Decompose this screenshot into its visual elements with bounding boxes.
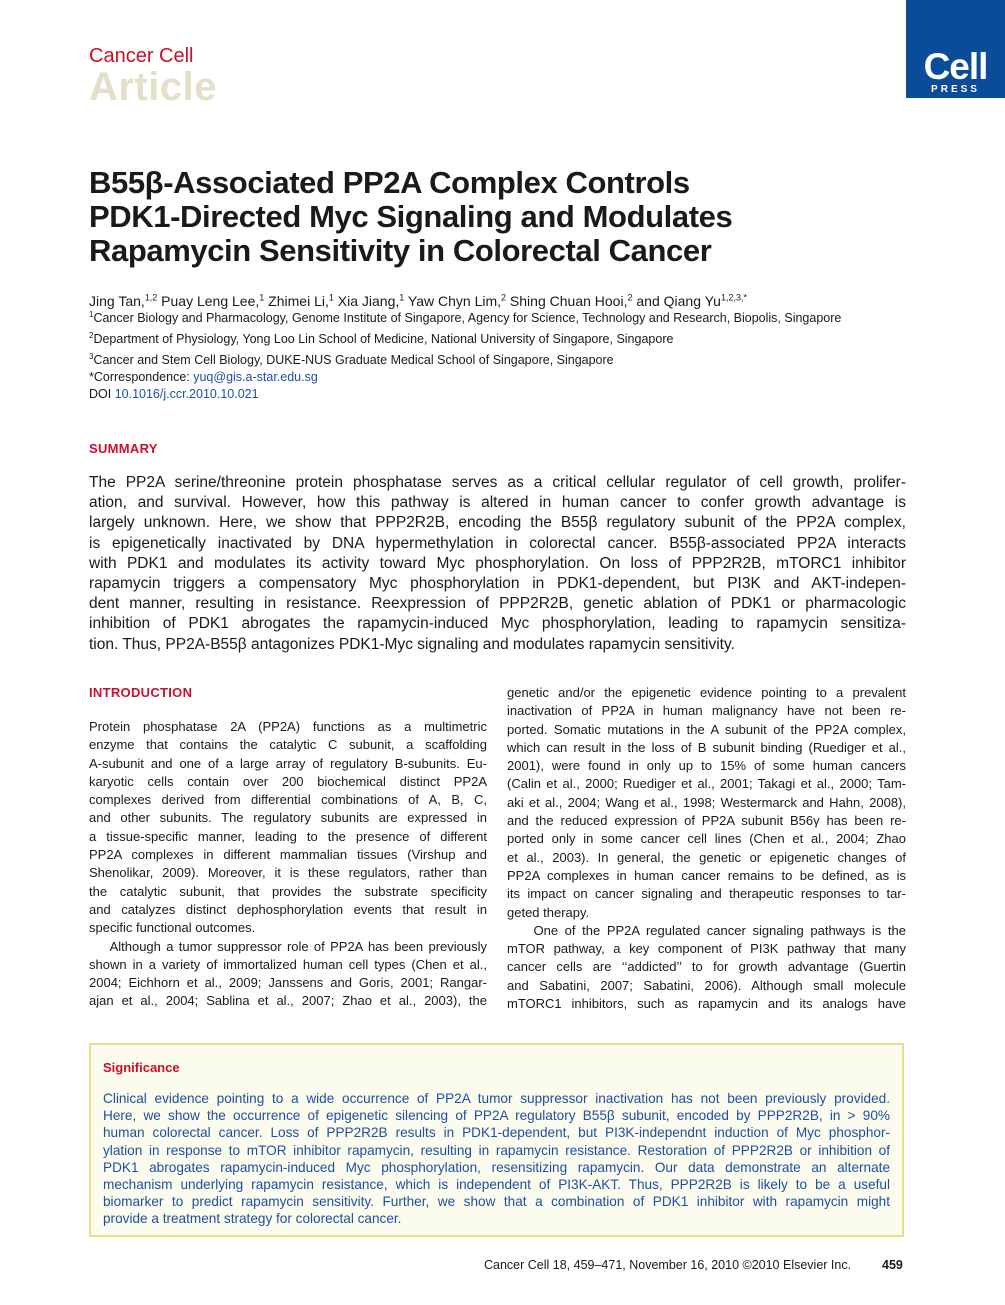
body-line: its impact on cancer signaling and therapeutic responses to tar- (507, 886, 906, 902)
body-line: PP2A complexes in different mammalian tissues (Virshup and (89, 847, 487, 863)
body-line: and Sabatini, 2007; Sabatini, 2006). Although small molecule (507, 977, 906, 993)
summary-line: ation, and survival. However, how this pathway is altered in human cancer to confer growth advantage is (89, 494, 906, 512)
page-number: 459 (882, 1258, 903, 1272)
title-line: Rapamycin Sensitivity in Colorectal Cancer (89, 233, 712, 268)
author: Yaw Chyn Lim,$^2$ (404, 292, 507, 309)
body-line: cancer cells are ‘‘addicted’’ to for growth advantage (Guertin (507, 959, 906, 975)
body-line: geted therapy. (507, 904, 590, 920)
summary-text (89, 473, 906, 655)
body-line: complexes derived from differential combinations of A, B, C, (89, 792, 487, 808)
significance-line: Here, we show the occurrence of epigenetic silencing of PP2A regulatory B55β subunit, encoded by PPP2R2B, in > 90% (103, 1108, 890, 1124)
summary-line: dent manner, resulting in resistance. Reexpression of PPP2R2B, genetic ablation of PDK1 or pharmacologic (89, 595, 906, 613)
body-line: shown in a variety of immortalized human cell types (Chen et al., (89, 956, 487, 972)
author: Puay Leng Lee,$^1$ (157, 292, 265, 309)
body-line: PP2A complexes in human cancer remains to be defined, as is (507, 867, 906, 883)
body-line: inactivation of PP2A in human malignancy have not been re- (507, 703, 906, 719)
body-line: ajan et al., 2004; Sablina et al., 2007; Zhao et al., 2003), the (89, 993, 487, 1009)
affiliations (89, 306, 841, 403)
left-column (89, 718, 487, 1011)
significance-line: ylation in response to mTOR inhibitor rapamycin, resulting in rapamycin resistance. Restoration of PPP2R2B or inhibition of (103, 1142, 890, 1158)
logo-wordmark: Cell (923, 46, 988, 87)
body-line: specific functional outcomes. (89, 920, 256, 936)
author: and Qiang $Yu^{1,2,3,*}$ (632, 292, 747, 309)
summary-line: tion. Thus, PP2A-B55β antagonizes PDK1-Myc signaling and modulates rapamycin sensitivity. (89, 635, 735, 653)
summary-line: inhibition of PDK1 abrogates the rapamycin-induced Myc phosphorylation, leading to rapamycin sensitiza- (89, 615, 906, 633)
author: Jing Tan,$^{1,2}$ (89, 292, 158, 309)
email-link[interactable]: yuq@gis.a-star.edu.sg (193, 370, 318, 385)
body-line: and other subunits. The regulatory subunits are expressed in (89, 810, 487, 826)
body-line: a tissue-specific manner, leading to the presence of different (89, 828, 487, 844)
body-line: and the reduced expression of PP2A subunit B56γ has been re- (507, 813, 906, 829)
body-line: the catalytic subunit, that provides the substrate specificity (89, 883, 487, 899)
article-type-label: Article (89, 65, 217, 109)
introduction-heading: INTRODUCTION (89, 685, 193, 700)
author: Xia Jiang,$^1$ (333, 292, 405, 309)
body-line: Protein phosphatase 2A (PP2A) functions as a multimetric (89, 719, 487, 734)
correspondence: *Correspondence: yuq@gis.a-star.edu.sg (89, 370, 318, 385)
significance-text (103, 1090, 890, 1228)
significance-line: provide a treatment strategy for colorectal cancer. (103, 1211, 402, 1227)
logo-subtext: PRESS (931, 84, 980, 95)
body-line: (Calin et al., 2000; Ruediger et al., 2001; Takagi et al., 2000; Tam- (507, 776, 906, 792)
body-line: A-subunit and one of a large array of regulatory B-subunits. Eu- (89, 755, 487, 771)
body-line: and catalyzes distinct dephosphorylation events that result in (89, 901, 487, 917)
affiliation: $^3$Cancer and Stem Cell Biology, DUKE-NUS Graduate Medical School of Singapore, Singapore (89, 352, 614, 368)
body-line: 2004; Eichhorn et al., 2009; Janssens and Goris, 2001; Rangar- (89, 975, 487, 991)
body-line: genetic and/or the epigenetic evidence pointing to a prevalent (507, 685, 906, 700)
body-line: ported. Somatic mutations in the A subunit of the PP2A complex, (507, 721, 906, 737)
affiliation: $^2$Department of Physiology, Yong Loo Lin School of Medicine, National University of Singapore, Singapore (89, 331, 674, 347)
summary-line: The PP2A serine/threonine protein phosphatase serves as a critical cellular regulator of cell growth, prolifer- (89, 474, 906, 491)
affiliation: $^1$Cancer Biology and Pharmacology, Genome Institute of Singapore, Agency for Science, Technology and Research, Biopolis, Singapore (89, 310, 842, 326)
author: Shing Chuan Hooi,$^2$ (506, 292, 633, 309)
body-line: mTOR pathway, a key component of PI3K pathway that many (507, 941, 906, 957)
title-line: PDK1-Directed Myc Signaling and Modulates (89, 199, 733, 234)
body-line: which can result in the loss of B subunit binding (Ruediger et al., (507, 739, 906, 755)
significance-line: human colorectal cancer. Loss of PPP2R2B results in PDK1-dependent, but PI3K-independnt induction of Myc phosphor- (103, 1125, 890, 1141)
body-line: Shenolikar, 2009). Moreover, it is these regulators, rather than (89, 865, 487, 881)
author: Zhimei Li,$^1$ (264, 292, 334, 309)
title-line: B55β-Associated PP2A Complex Controls (89, 165, 690, 200)
body-line: One of the PP2A regulated cancer signaling pathways is the (507, 922, 906, 938)
significance-line: Clinical evidence pointing to a wide occurrence of PP2A tumor suppressor inactivation has not been previously provided. (103, 1091, 890, 1106)
footer-citation: Cancer Cell 18, 459–471, November 16, 2010 ©2010 Elsevier Inc. (484, 1258, 852, 1272)
article-title (89, 166, 849, 268)
significance-line: PDK1 abrogates rapamycin-induced Myc phosphorylation, resensitizing rapamycin. Our data demonstrate an alternate (103, 1159, 890, 1175)
significance-line: biomarker to predict rapamycin sensitivity. Further, we show that a combination of PDK1 inhibitor with rapamycin might (103, 1194, 890, 1210)
significance-heading: Significance (103, 1060, 180, 1075)
journal-name: Cancer Cell (89, 45, 194, 67)
summary-line: rapamycin triggers a compensatory Myc phosphorylation in PDK1-dependent, but PI3K and AKT-indepen- (89, 574, 906, 592)
body-line: aki et al., 2004; Wang et al., 1998; Westermarck and Hahn, 2008), (507, 794, 906, 810)
body-line: Although a tumor suppressor role of PP2A has been previously (89, 938, 487, 954)
body-line: et al., 2003). In general, the genetic or epigenetic changes of (507, 849, 906, 865)
summary-heading: SUMMARY (89, 441, 158, 456)
body-line: karyotic cells contain over 200 biochemical distinct PP2A (89, 773, 487, 789)
body-line: mTORC1 inhibitors, such as rapamycin and its analogs have (507, 996, 906, 1012)
significance-line: mechanism underlying rapamycin resistance, which is independent of PI3K-AKT. Thus, PPP2R2B is likely to be a useful (103, 1176, 890, 1192)
doi: DOI 10.1016/j.ccr.2010.10.021 (89, 387, 259, 402)
summary-line: largely unknown. Here, we show that PPP2R2B, encoding the B55β regulatory subunit of the PP2A complex, (89, 514, 906, 532)
summary-line: with PDK1 and modulates its activity toward Myc phosphorylation. On loss of PPP2R2B, mTORC1 inhibitor (89, 554, 906, 572)
body-line: ported only in some cancer cell lines (Chen et al., 2004; Zhao (507, 831, 906, 847)
body-line: enzyme that contains the catalytic C subunit, a scaffolding (89, 737, 487, 753)
doi-link[interactable]: 10.1016/j.ccr.2010.10.021 (114, 387, 259, 402)
summary-line: is epigenetically inactivated by DNA hypermethylation in colorectal cancer. B55β-associated PP2A interacts (89, 534, 906, 552)
cell-press-logo[interactable] (906, 0, 1005, 98)
body-line: 2001), were found in only up to 15% of some human cancers (507, 758, 906, 774)
right-column (507, 684, 906, 1013)
